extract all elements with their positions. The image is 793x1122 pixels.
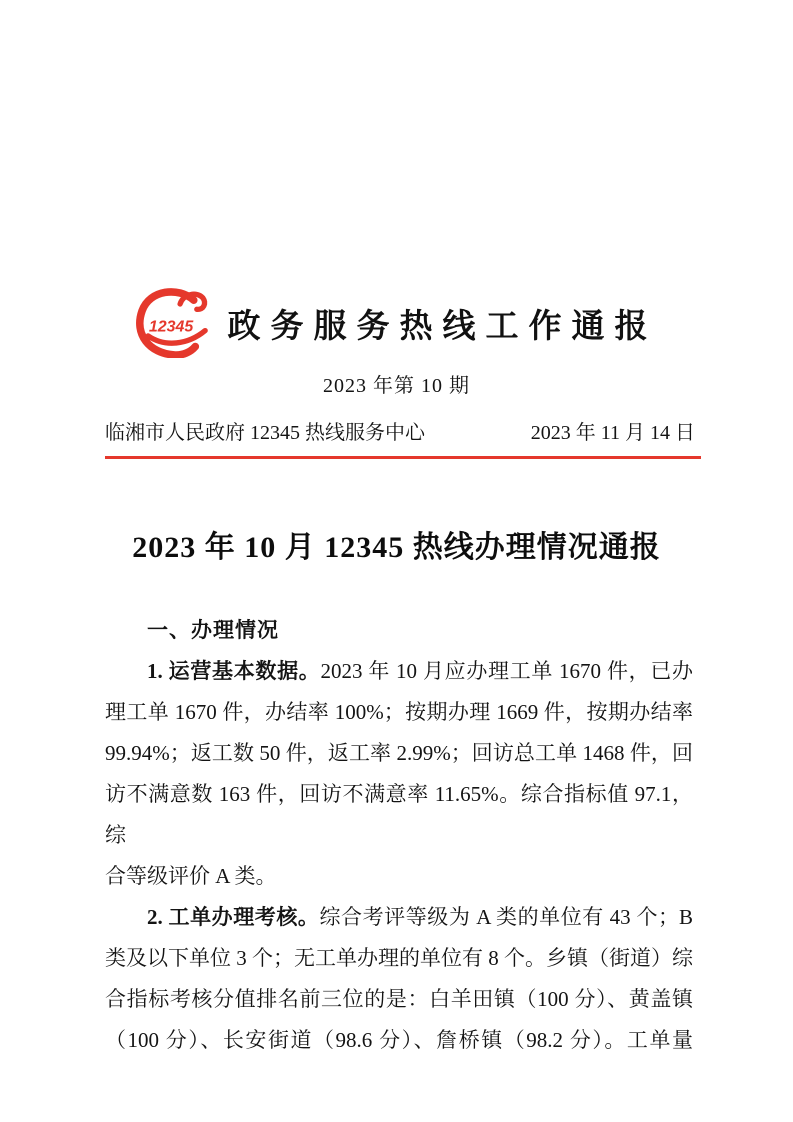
body-line — [105, 938, 693, 979]
body-text: 99.94%；返工数 50 件，返工率 2.99%；回访总工单 1468 件，回 — [105, 741, 693, 765]
org-date-row — [105, 416, 695, 445]
body-text: （100 分）、长安街道（98.6 分）、詹桥镇（98.2 分）。工单量 — [105, 1028, 693, 1052]
masthead-row — [0, 288, 793, 358]
body-text: 访不满意数 163 件，回访不满意率 11.65%。综合指标值 97.1，综 — [105, 782, 693, 847]
logo-number-text: 12345 — [148, 318, 193, 336]
body-text: 综合考评等级为 A 类的单位有 43 个；B — [319, 905, 694, 929]
body-line — [105, 897, 693, 938]
hotline-12345-logo-icon — [136, 288, 212, 358]
body-line — [105, 774, 693, 856]
red-divider-rule — [105, 456, 701, 459]
document-body — [105, 610, 693, 1061]
body-text: 类及以下单位 3 个；无工单办理的单位有 8 个。乡镇（街道）综 — [105, 946, 693, 970]
body-text: 2023 年 10 月应办理工单 1670 件，已办 — [320, 659, 694, 683]
masthead-title: 政务服务热线工作通报 — [227, 308, 658, 345]
section-heading: 一、办理情况 — [147, 619, 279, 642]
document-title: 2023 年 10 月 12345 热线办理情况通报 — [132, 531, 661, 564]
issuing-organization: 临湘市人民政府 12345 热线服务中心 — [105, 422, 425, 444]
paragraph-2-lead: 2. 工单办理考核。 — [147, 905, 320, 929]
body-text: 合等级评价 A 类。 — [105, 864, 277, 888]
body-line — [105, 856, 693, 897]
body-text: 合指标考核分值排名前三位的是：白羊田镇（100 分）、黄盖镇 — [105, 987, 693, 1011]
issue-date: 2023 年 11 月 14 日 — [530, 422, 695, 444]
body-text: 理工单 1670 件，办结率 100%；按期办理 1669 件，按期办结率 — [105, 700, 693, 724]
body-line — [105, 733, 693, 774]
body-line — [105, 651, 693, 692]
paragraph-1-lead: 1. 运营基本数据。 — [147, 659, 321, 683]
body-line — [105, 1020, 693, 1061]
body-line — [105, 979, 693, 1020]
issue-number: 2023 年第 10 期 — [323, 375, 470, 397]
body-line — [105, 692, 693, 733]
